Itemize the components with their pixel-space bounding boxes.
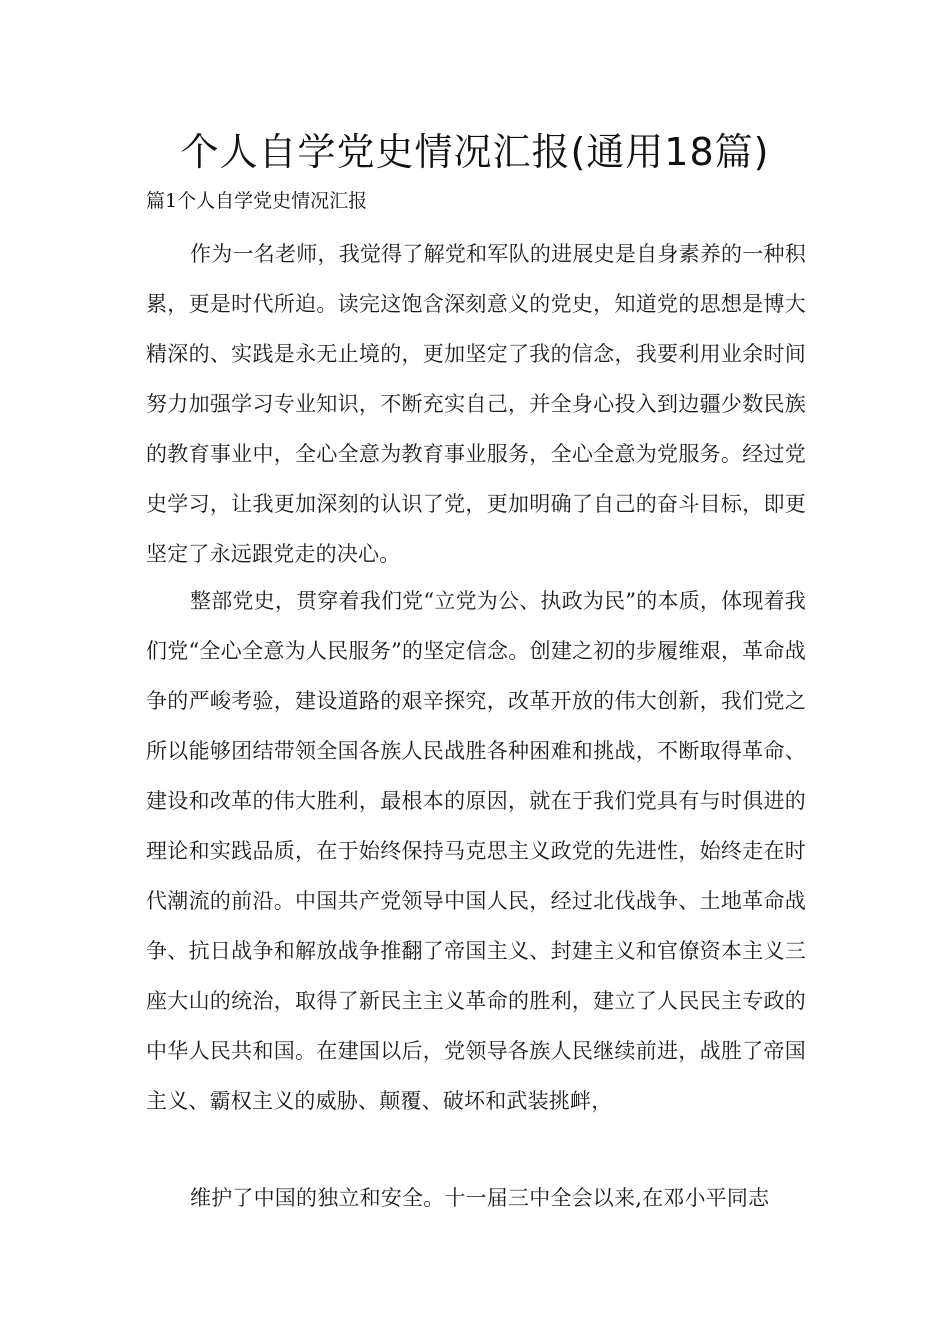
paragraph-2: 整部党史，贯穿着我们党“立党为公、执政为民”的本质，体现着我们党“全心全意为人民服务”的坚定信念。创建之初的步履维艰，革命战争的严峻考验，建设道路的艰辛探究，改革开放的伟大创新，我们党之所以能够团结带领全国各族人民战胜各种困难和挑战，不断取得革命、建设和改革的伟大胜利，最根本的原因，就在于我们党具有与时俱进的理论和实践品质，在于始终保持马克思主义政党的先进性，始终走在时代潮流的前沿。中国共产党领导中国人民，经过北伐战争、土地革命战争、抗日战争和解放战争推翻了帝国主义、封建主义和官僚资本主义三座大山的统治，取得了新民主主义革命的胜利，建立了人民民主专政的中华人民共和国。在建国以后，党领导各族人民继续前进，战胜了帝国主义、霸权主义的威胁、颠覆、破坏和武装挑衅， (146, 589, 806, 1113)
document-title: 个人自学党史情况汇报(通用18篇) (180, 130, 770, 174)
paragraph-3: 维护了中国的独立和安全。十一届三中全会以来,在邓小平同志 (190, 1186, 770, 1210)
section-heading: 篇1个人自学党史情况汇报 (146, 190, 368, 212)
paragraph-1: 作为一名老师，我觉得了解党和军队的进展史是自身素养的一种积累，更是时代所迫。读完这饱含深刻意义的党史，知道党的思想是博大精深的、实践是永无止境的，更加坚定了我的信念，我要利用业余时间努力加强学习专业知识，不断充实自己，并全身心投入到边疆少数民族的教育事业中，全心全意为教育事业服务，全心全意为党服务。经过党史学习，让我更加深刻的认识了党，更加明确了自己的奋斗目标，即更坚定了永远跟党走的决心。 (146, 242, 806, 566)
document-body (146, 0, 806, 1344)
